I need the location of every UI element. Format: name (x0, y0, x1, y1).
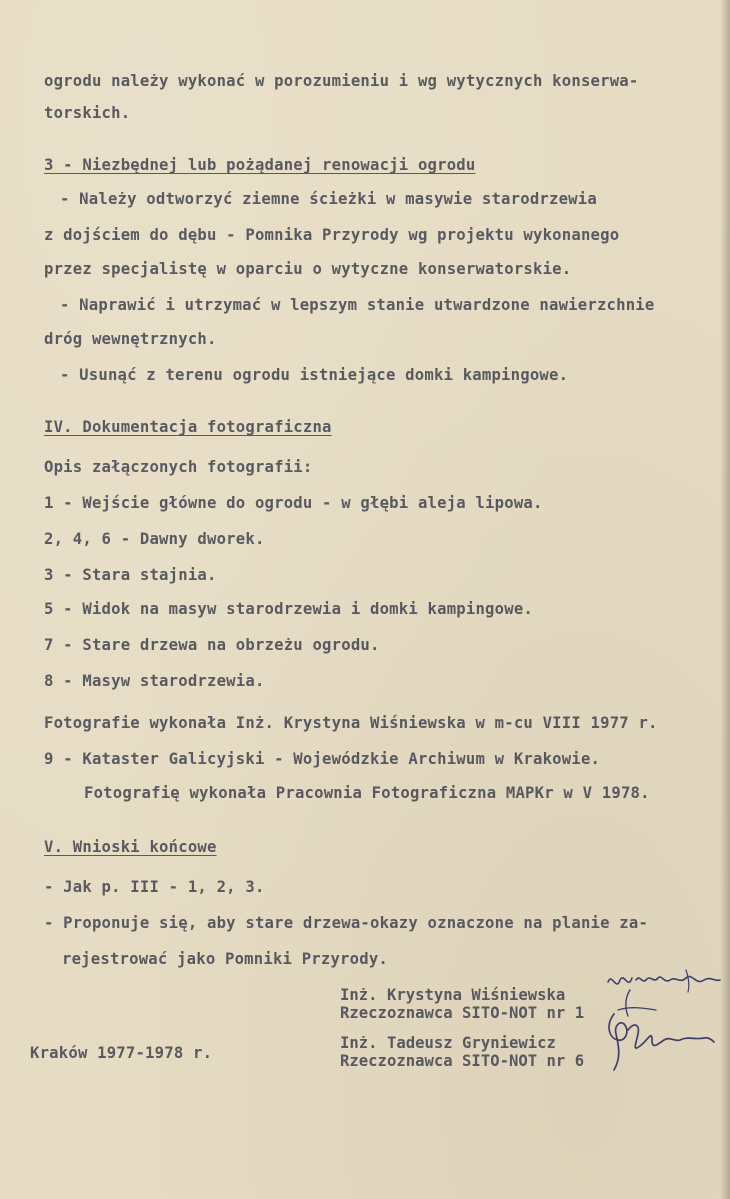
text-line-2: torskich. (44, 104, 131, 122)
text-line-renovation-1: - Należy odtworzyć ziemne ścieżki w masywie starodrzewia (60, 190, 597, 208)
conclusion-item-2: - Proponuje się, aby stare drzewa-okazy oznaczone na planie za- (44, 914, 649, 932)
photo-item-4: 5 - Widok na masyw starodrzewia i domki kampingowe. (44, 600, 533, 618)
photo-item-1: 1 - Wejście główne do ogrodu - w głębi aleja lipowa. (44, 494, 543, 512)
text-line-1: ogrodu należy wykonać w porozumieniu i wg wytycznych konserwa- (44, 72, 639, 90)
conclusion-item-1: - Jak p. III - 1, 2, 3. (44, 878, 265, 896)
handwritten-signature-2 (600, 1004, 720, 1084)
photo-item-7: 9 - Kataster Galicyjski - Wojewódzkie Archiwum w Krakowie. (44, 750, 601, 768)
photo-desc-heading: Opis załączonych fotografii: (44, 458, 313, 476)
signatory-2-role: Rzeczoznawca SITO-NOT nr 6 (340, 1052, 585, 1070)
section-heading-photo-doc: IV. Dokumentacja fotograficzna (44, 418, 332, 436)
text-line-renovation-3: przez specjalistę w oparciu o wytyczne konserwatorskie. (44, 260, 572, 278)
photo-item-6: 8 - Masyw starodrzewia. (44, 672, 265, 690)
signatory-1-name: Inż. Krystyna Wiśniewska (340, 986, 566, 1004)
photo-item-5: 7 - Stare drzewa na obrzeżu ogrodu. (44, 636, 380, 654)
section-heading-renovation: 3 - Niezbędnej lub pożądanej renowacji ogrodu (44, 156, 476, 174)
section-heading-conclusions: V. Wnioski końcowe (44, 838, 217, 856)
signatory-1-role: Rzeczoznawca SITO-NOT nr 1 (340, 1004, 585, 1022)
text-line-renovation-5: dróg wewnętrznych. (44, 330, 217, 348)
text-line-renovation-4: - Naprawić i utrzymać w lepszym stanie utwardzone nawierzchnie (60, 296, 655, 314)
photo-item-2: 2, 4, 6 - Dawny dworek. (44, 530, 265, 548)
conclusion-item-2-cont: rejestrować jako Pomniki Przyrody. (62, 950, 388, 968)
photo-item-3: 3 - Stara stajnia. (44, 566, 217, 584)
text-line-renovation-6: - Usunąć z terenu ogrodu istniejące domki kampingowe. (60, 366, 569, 384)
photo-credit-2: Fotografię wykonała Pracownia Fotograficzna MAPKr w V 1978. (84, 784, 650, 802)
photo-credit-1: Fotografie wykonała Inż. Krystyna Wiśniewska w m-cu VIII 1977 r. (44, 714, 658, 732)
signatory-2-name: Inż. Tadeusz Gryniewicz (340, 1034, 556, 1052)
place-and-date: Kraków 1977-1978 r. (30, 1044, 213, 1062)
text-line-renovation-2: z dojściem do dębu - Pomnika Przyrody wg projektu wykonanego (44, 226, 620, 244)
